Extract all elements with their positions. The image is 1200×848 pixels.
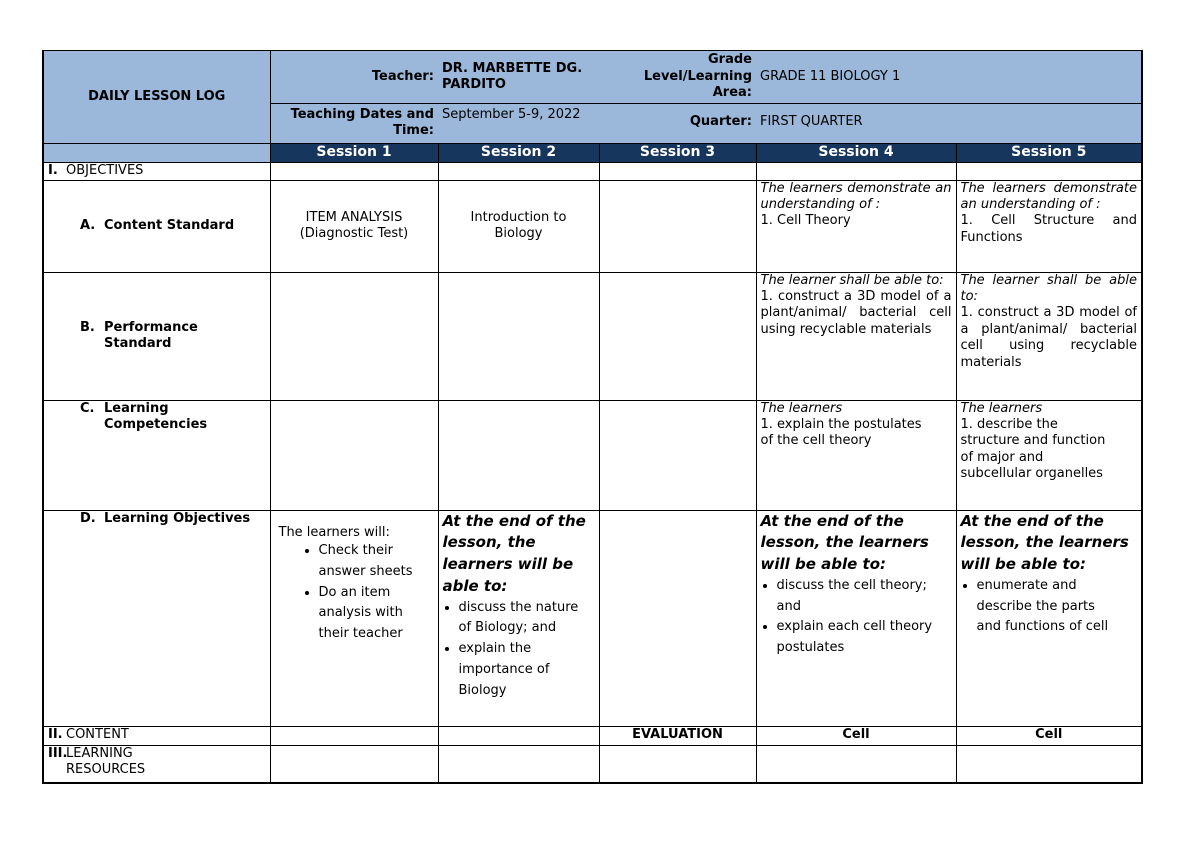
content-standard-s4: The learners demonstrate an understanding of : 1. Cell Theory bbox=[756, 180, 956, 272]
learning-competencies-label: C. Learning Competencies bbox=[43, 400, 270, 510]
content-standard-label: A. Content Standard bbox=[43, 180, 270, 272]
learning-objectives-s3 bbox=[599, 510, 756, 726]
quarter-label: Quarter: bbox=[599, 104, 756, 144]
list-item: • discuss the cell theory; and bbox=[777, 576, 952, 618]
list-item: • discuss the nature of Biology; and bbox=[459, 598, 595, 640]
content-standard-s1: ITEM ANALYSIS (Diagnostic Test) bbox=[270, 180, 438, 272]
section-learning-resources: III.LEARNING RESOURCES bbox=[43, 745, 270, 783]
list-item: • explain the importance of Biology bbox=[459, 639, 595, 701]
teacher-label: Teacher: bbox=[270, 51, 438, 104]
content-standard-s3 bbox=[599, 180, 756, 272]
learning-objectives-s5: At the end of the lesson, the learners will be able to: • enumerate and describe the parts and functions of cell bbox=[956, 510, 1142, 726]
content-standard-s2: Introduction to Biology bbox=[438, 180, 599, 272]
learning-objectives-s4: At the end of the lesson, the learners will be able to: • discuss the cell theory; and • explain each cell theory postulates bbox=[756, 510, 956, 726]
list-item: • enumerate and describe the parts and functions of cell bbox=[977, 576, 1138, 638]
content-s3: EVALUATION bbox=[599, 726, 756, 745]
content-s4: Cell bbox=[756, 726, 956, 745]
teaching-dates-value: September 5-9, 2022 bbox=[438, 104, 599, 144]
grade-level-value: GRADE 11 BIOLOGY 1 bbox=[756, 51, 1142, 104]
teaching-dates-label: Teaching Dates and Time: bbox=[270, 104, 438, 144]
section-objectives bbox=[43, 162, 270, 180]
daily-lesson-log-table bbox=[42, 50, 1143, 784]
grade-level-label: Grade Level/Learning Area: bbox=[599, 51, 756, 104]
learning-objectives-s1: The learners will: • Check their answer sheets • Do an item analysis with their teacher bbox=[270, 510, 438, 726]
learning-objectives-label: D. Learning Objectives bbox=[43, 510, 270, 726]
performance-standard-label: B. Performance Standard bbox=[43, 272, 270, 400]
learning-competencies-s4: The learners 1. explain the postulates of the cell theory bbox=[756, 400, 956, 510]
list-item: • Check their answer sheets bbox=[319, 541, 434, 583]
session-5-header: Session 5 bbox=[956, 144, 1142, 163]
section-number: I. bbox=[48, 162, 58, 178]
list-item: • explain each cell theory postulates bbox=[777, 617, 952, 659]
dll-title: DAILY LESSON LOG bbox=[43, 51, 270, 144]
content-standard-s5: The learners demonstrate an understanding of : 1. Cell Structure and Functions bbox=[956, 180, 1142, 272]
performance-standard-s5: The learner shall be able to: 1. construct a 3D model of a plant/animal/ bacterial cell using recyclable materials bbox=[956, 272, 1142, 400]
quarter-value: FIRST QUARTER bbox=[756, 104, 1142, 144]
performance-standard-s4: The learner shall be able to: 1. construct a 3D model of a plant/animal/ bacterial cell using recyclable materials bbox=[756, 272, 956, 400]
teacher-value: DR. MARBETTE DG. PARDITO bbox=[438, 51, 599, 104]
session-3-header: Session 3 bbox=[599, 144, 756, 163]
session-2-header: Session 2 bbox=[438, 144, 599, 163]
session-1-header: Session 1 bbox=[270, 144, 438, 163]
learning-competencies-s5: The learners 1. describe the structure and function of major and subcellular organelles bbox=[956, 400, 1142, 510]
session-4-header: Session 4 bbox=[756, 144, 956, 163]
content-s5: Cell bbox=[956, 726, 1142, 745]
list-item: • Do an item analysis with their teacher bbox=[319, 583, 434, 645]
learning-objectives-s2: At the end of the lesson, the learners will be able to: • discuss the nature of Biology; and • explain the importance of Biology bbox=[438, 510, 599, 726]
section-content: II. CONTENT bbox=[43, 726, 270, 745]
section-label: OBJECTIVES bbox=[66, 162, 144, 178]
session-header-blank bbox=[43, 144, 270, 163]
